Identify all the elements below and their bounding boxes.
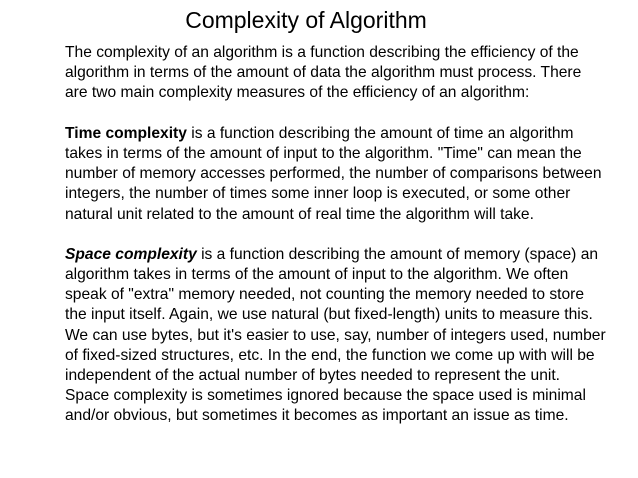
time-complexity-paragraph xyxy=(65,124,625,225)
paragraph-gap xyxy=(65,104,625,124)
time-first-line-text: is a function describing the amount of time an algorithm xyxy=(186,124,574,142)
time-first-line xyxy=(65,124,625,144)
intro-paragraph xyxy=(65,43,625,104)
time-complexity-term: Time complexity xyxy=(65,124,187,142)
intro-line: algorithm in terms of the amount of data the algorithm must process. There xyxy=(65,64,582,82)
slide-body xyxy=(65,43,625,427)
page-title: Complexity of Algorithm xyxy=(185,7,427,33)
time-line: takes in terms of the amount of input to the algorithm. "Time" can mean the xyxy=(65,144,582,162)
space-line: independent of the actual number of bytes needed to represent the unit. xyxy=(65,367,561,384)
space-first-line xyxy=(65,245,625,265)
intro-line: The complexity of an algorithm is a function describing the efficiency of the xyxy=(65,44,579,61)
paragraph-gap xyxy=(65,225,625,245)
space-first-line-text: is a function describing the amount of memory (space) an xyxy=(196,245,599,263)
space-line: speak of "extra" memory needed, not counting the memory needed to store xyxy=(65,286,585,304)
space-line: of fixed-sized structures, etc. In the end, the function we come up with will be xyxy=(65,346,595,364)
intro-line: are two main complexity measures of the efficiency of an algorithm: xyxy=(65,84,530,102)
space-line: We can use bytes, but it's easier to use, say, number of integers used, number xyxy=(65,326,606,344)
time-line: integers, the number of times some inner loop is executed, or some other xyxy=(65,185,571,203)
space-line: Space complexity is sometimes ignored because the space used is minimal xyxy=(65,387,586,405)
space-complexity-paragraph xyxy=(65,245,625,427)
space-line: and/or obvious, but sometimes it becomes as important an issue as time. xyxy=(65,407,569,425)
space-line: algorithm takes in terms of the amount of input to the algorithm. We often xyxy=(65,266,569,284)
time-line: natural unit related to the amount of real time the algorithm will take. xyxy=(65,205,534,223)
space-complexity-term: Space complexity xyxy=(65,245,197,263)
space-line: the input itself. Again, we use natural (but fixed-length) units to measure this. xyxy=(65,306,593,324)
time-line: number of memory accesses performed, the number of comparisons between xyxy=(65,165,602,183)
